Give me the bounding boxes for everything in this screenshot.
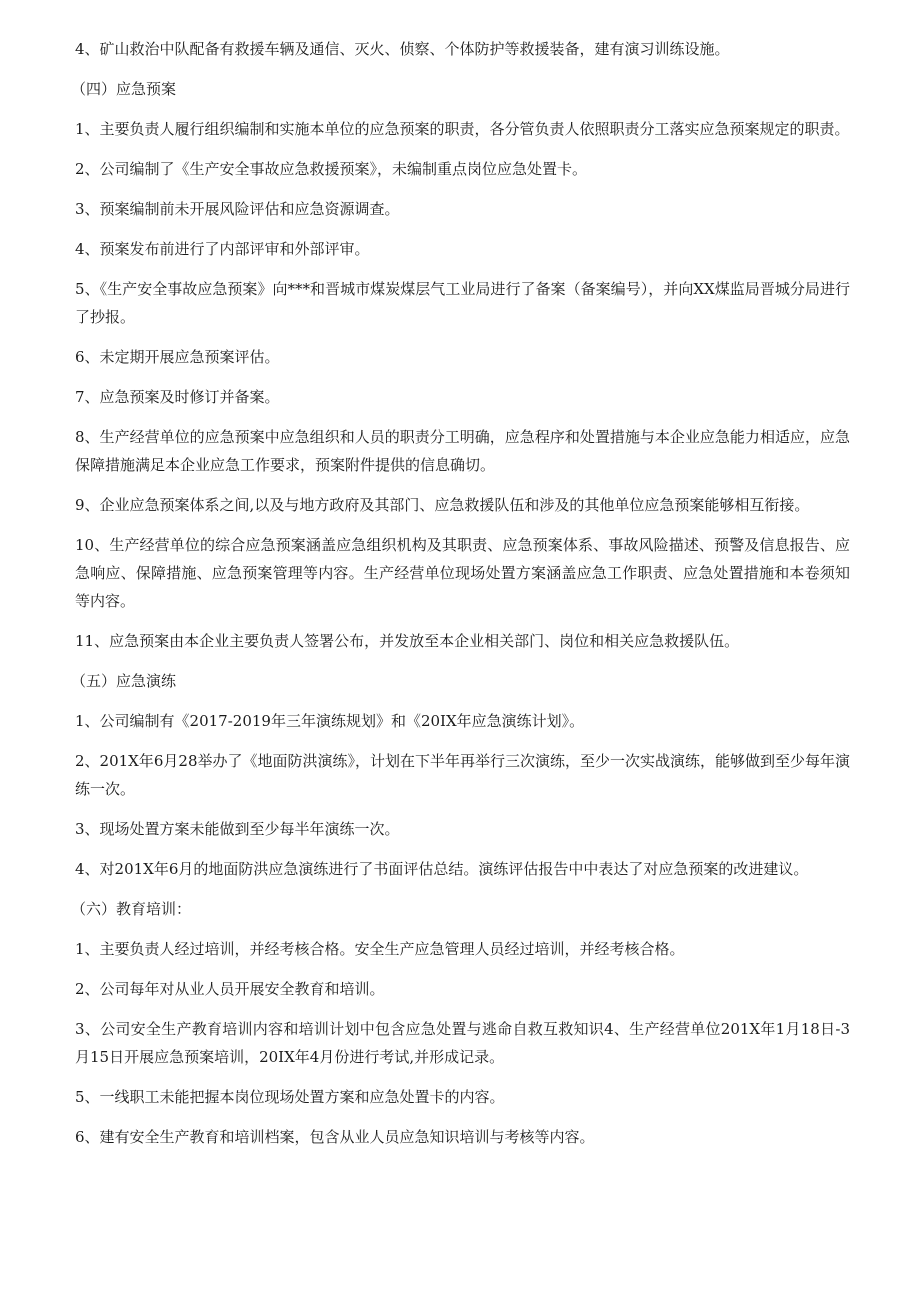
paragraph-training-6: 6、建有安全生产教育和培训档案，包含从业人员应急知识培训与考核等内容。 (75, 1128, 595, 1146)
paragraph-rescue-equipment: 4、矿山救治中队配备有救援车辆及通信、灭火、侦察、个体防护等救援装备，建有演习训练设施。 (75, 40, 730, 58)
paragraph-plan-6: 6、未定期开展应急预案评估。 (75, 348, 280, 366)
paragraph-plan-9: 9、企业应急预案体系之间,以及与地方政府及其部门、应急救援队伍和涉及的其他单位应急预案能够相互衔接。 (75, 496, 810, 514)
paragraph-training-2: 2、公司每年对从业人员开展安全教育和培训。 (75, 980, 385, 998)
paragraph-plan-2: 2、公司编制了《生产安全事故应急救援预案》，未编制重点岗位应急处置卡。 (75, 160, 588, 178)
paragraph-plan-8: 8、生产经营单位的应急预案中应急组织和人员的职责分工明确，应急程序和处置措施与本企业应急能力相适应，应急保障措施满足本企业应急工作要求，预案附件提供的信息确切。 (75, 428, 850, 474)
paragraph-training-1: 1、主要负责人经过培训，并经考核合格。安全生产应急管理人员经过培训，并经考核合格。 (75, 940, 685, 958)
paragraph-drill-2: 2、201X年6月28举办了《地面防洪演练》，计划在下半年再举行三次演练，至少一次实战演练，能够做到至少每年演练一次。 (75, 752, 850, 798)
paragraph-drill-1: 1、公司编制有《2017-2019年三年演练规划》和《20IX年应急演练计划》。 (75, 712, 585, 730)
paragraph-plan-4: 4、预案发布前进行了内部评审和外部评审。 (75, 240, 370, 258)
paragraph-plan-3: 3、预案编制前未开展风险评估和应急资源调查。 (75, 200, 400, 218)
paragraph-plan-1: 1、主要负责人履行组织编制和实施本单位的应急预案的职责，各分管负责人依照职责分工落实应急预案规定的职责。 (75, 120, 850, 138)
document-body (71, 35, 850, 1163)
paragraph-plan-5: 5、《生产安全事故应急预案》向***和晋城市煤炭煤层气工业局进行了备案（备案编号），并向XX煤监局晋城分局进行了抄报。 (75, 280, 850, 326)
paragraph-plan-10: 10、生产经营单位的综合应急预案涵盖应急组织机构及其职责、应急预案体系、事故风险描述、预警及信息报告、应急响应、保障措施、应急预案管理等内容。生产经营单位现场处置方案涵盖应急工作职责、应急处置措施和本卷须知等内容。 (75, 536, 850, 610)
paragraph-plan-7: 7、应急预案及时修订并备案。 (75, 388, 280, 406)
paragraph-training-5: 5、一线职工未能把握本岗位现场处置方案和应急处置卡的内容。 (75, 1088, 505, 1106)
paragraph-training-3: 3、公司安全生产教育培训内容和培训计划中包含应急处置与逃命自救互救知识4、生产经营单位201X年1月18日-3月15日开展应急预案培训，20IX年4月份进行考试,并形成记录。 (75, 1020, 850, 1066)
section-heading-training: （六）教育培训： (71, 900, 192, 918)
paragraph-drill-3: 3、现场处置方案未能做到至少每半年演练一次。 (75, 820, 400, 838)
section-heading-emergency-drill: （五）应急演练 (71, 672, 177, 690)
paragraph-drill-4: 4、对201X年6月的地面防洪应急演练进行了书面评估总结。演练评估报告中中表达了对应急预案的改进建议。 (75, 860, 809, 878)
paragraph-plan-11: 11、应急预案由本企业主要负责人签署公布，并发放至本企业相关部门、岗位和相关应急救援队伍。 (75, 632, 740, 650)
section-heading-emergency-plan: （四）应急预案 (71, 80, 177, 98)
